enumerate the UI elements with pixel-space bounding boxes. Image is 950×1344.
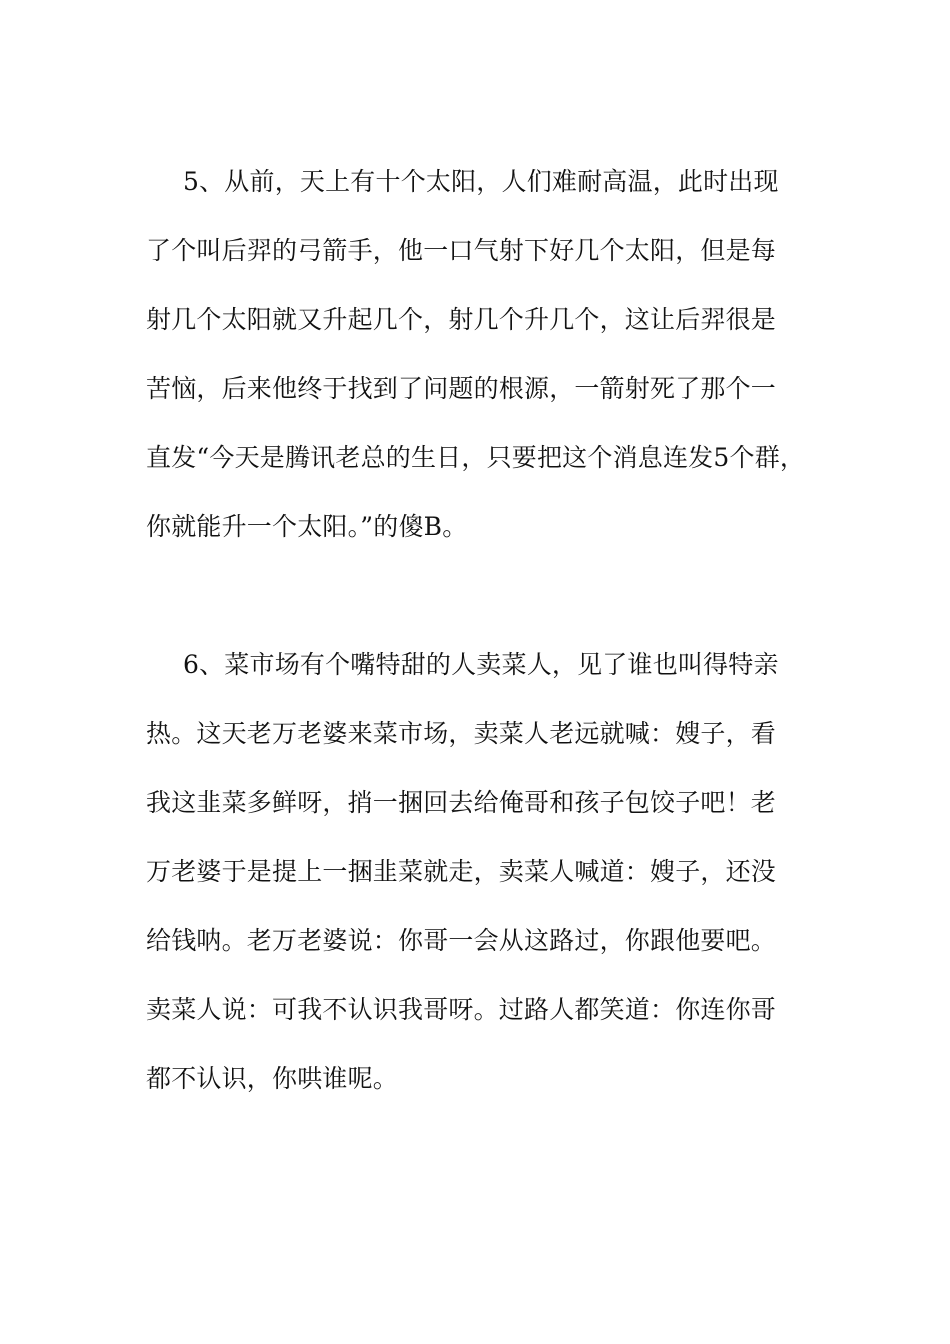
paragraph-joke-6 — [146, 649, 846, 1132]
paragraph-joke-5 — [146, 166, 846, 580]
text-line: 你就能升一个太阳。”的傻B。 — [146, 512, 468, 541]
text-line: 给钱呐。老万老婆说：你哥一会从这路过，你跟他要吧。 — [146, 926, 777, 955]
text-line: 我这韭菜多鲜呀，捎一捆回去给俺哥和孩子包饺子吧！老 — [146, 788, 777, 817]
text-line: 都不认识，你哄谁呢。 — [146, 1064, 399, 1093]
text-line: 直发“今天是腾讯老总的生日，只要把这个消息连发5个群， — [146, 443, 806, 472]
text-line: 了个叫后羿的弓箭手，他一口气射下好几个太阳，但是每 — [146, 236, 777, 265]
text-line: 卖菜人说：可我不认识我哥呀。过路人都笑道：你连你哥 — [146, 995, 777, 1024]
text-line: 苦恼，后来他终于找到了问题的根源，一箭射死了那个一 — [146, 374, 777, 403]
text-line: 射几个太阳就又升起几个，射几个升几个，这让后羿很是 — [146, 305, 777, 334]
text-line: 热。这天老万老婆来菜市场，卖菜人老远就喊：嫂子，看 — [146, 719, 777, 748]
text-line: 万老婆于是提上一捆韭菜就走，卖菜人喊道：嫂子，还没 — [146, 857, 777, 886]
text-line: 5、从前，天上有十个太阳，人们难耐高温，此时出现 — [183, 167, 779, 196]
text-line: 6、菜市场有个嘴特甜的人卖菜人，见了谁也叫得特亲 — [183, 650, 779, 679]
